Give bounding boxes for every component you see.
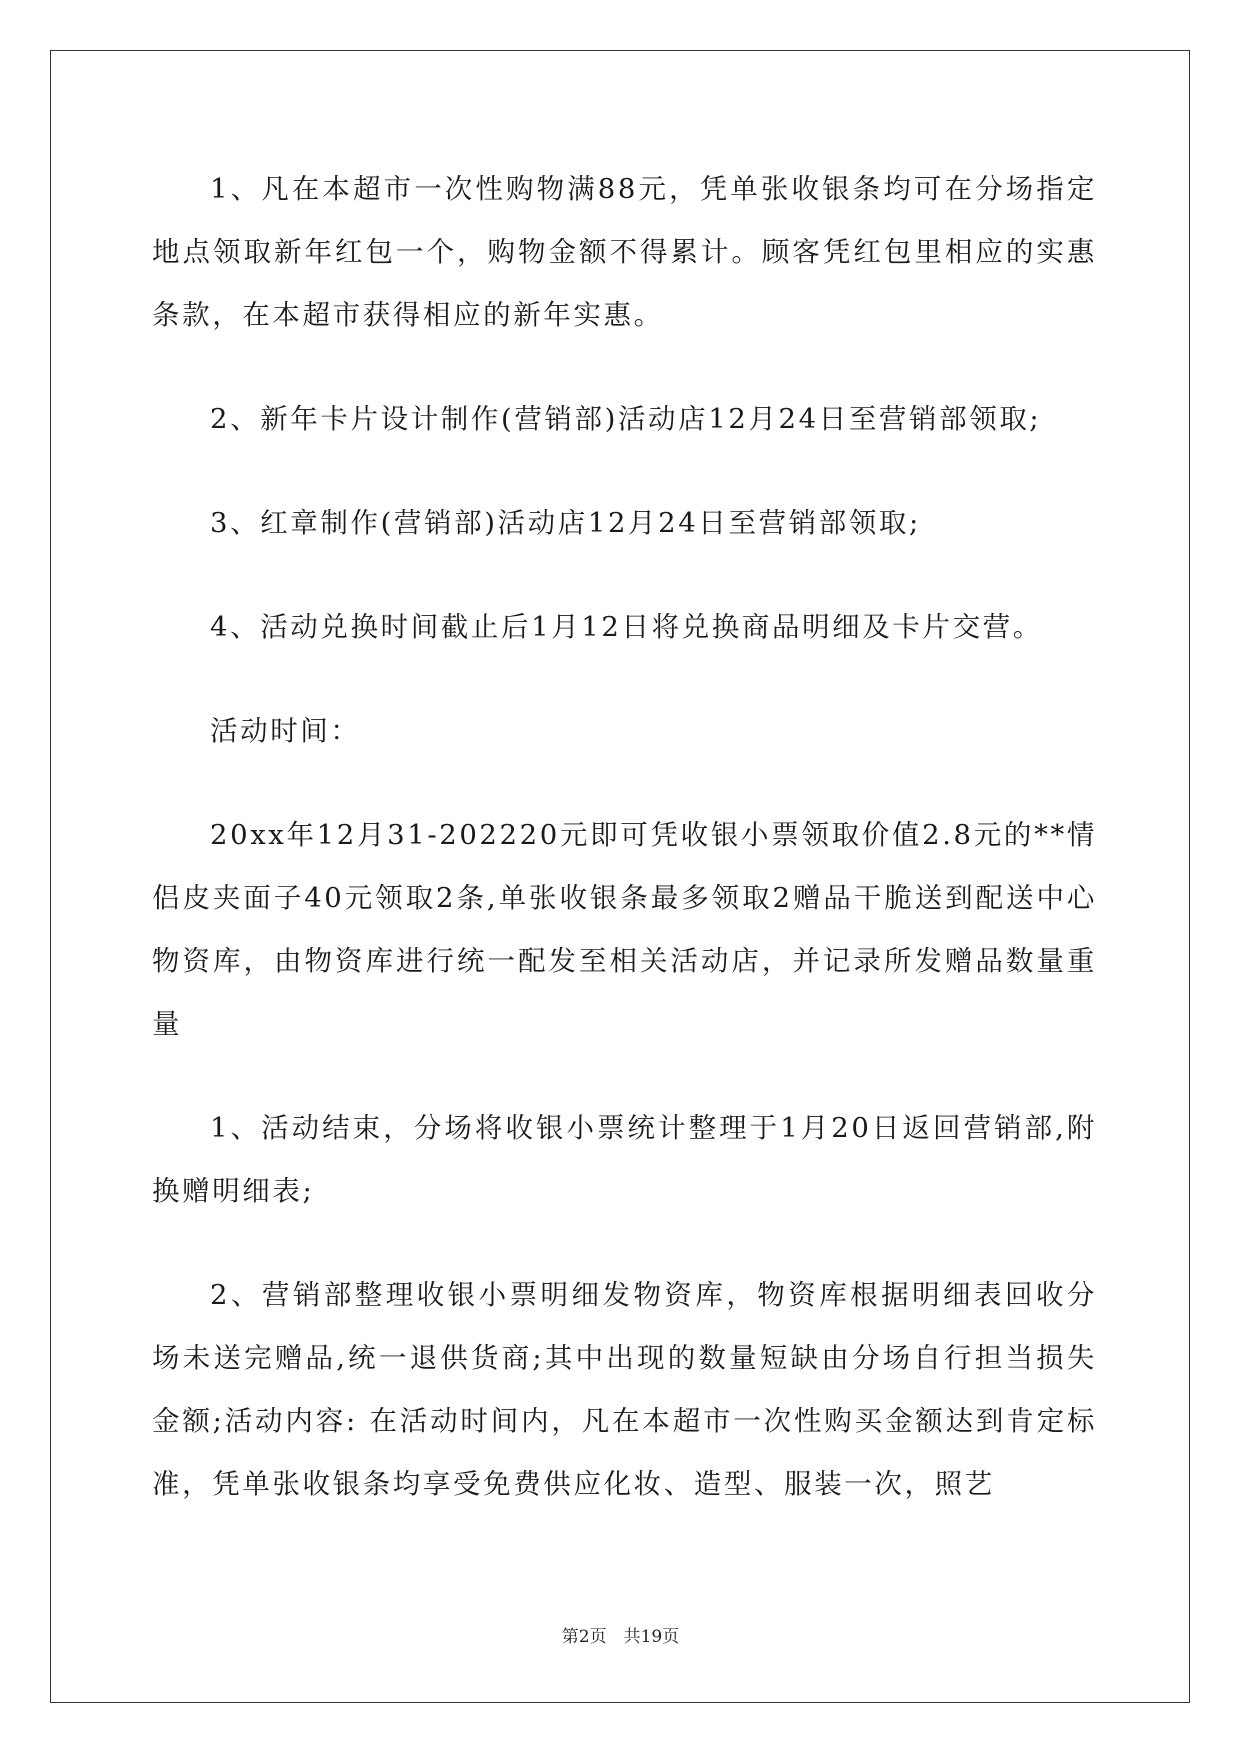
paragraph-card-design: 2、新年卡片设计制作(营销部)活动店12月24日至营销部领取; [210, 403, 1042, 435]
paragraph-red-envelope: 1、凡在本超市一次性购物满88元，凭单张收银条均可在分场指定地点领取新年红包一个，购物金额不得累计。顾客凭红包里相应的实惠条款，在本超市获得相应的新年实惠。 [152, 173, 1097, 331]
paragraph-stamp: 3、红章制作(营销部)活动店12月24日至营销部领取; [210, 507, 921, 539]
document-body [152, 158, 1097, 1516]
paragraph-exchange-deadline: 4、活动兑换时间截止后1月12日将兑换商品明细及卡片交营。 [210, 611, 1043, 643]
paragraph-activity-time: 20xx年12月31-202220元即可凭收银小票领取价值2.8元的**情侣皮夹面子40元领取2条,单张收银条最多领取2赠品干脆送到配送中心物资库，由物资库进行统一配发至相关活动店，并记录所发赠品数量重量 [152, 819, 1097, 1040]
paragraph-marketing-settlement: 2、营销部整理收银小票明细发物资库，物资库根据明细表回收分场未送完赠品,统一退供货商;其中出现的数量短缺由分场自行担当损失金额;活动内容: 在活动时间内，凡在本超市一次性购买金额达到肯定标准，凭单张收银条均享受免费供应化妆、造型、服装一次，照艺 [152, 1279, 1097, 1500]
page-number: 第2页 共19页 [561, 1627, 680, 1647]
paragraph-activity-end: 1、活动结束，分场将收银小票统计整理于1月20日返回营销部,附换赠明细表; [152, 1112, 1097, 1207]
paragraph-activity-time-heading: 活动时间： [210, 715, 361, 747]
